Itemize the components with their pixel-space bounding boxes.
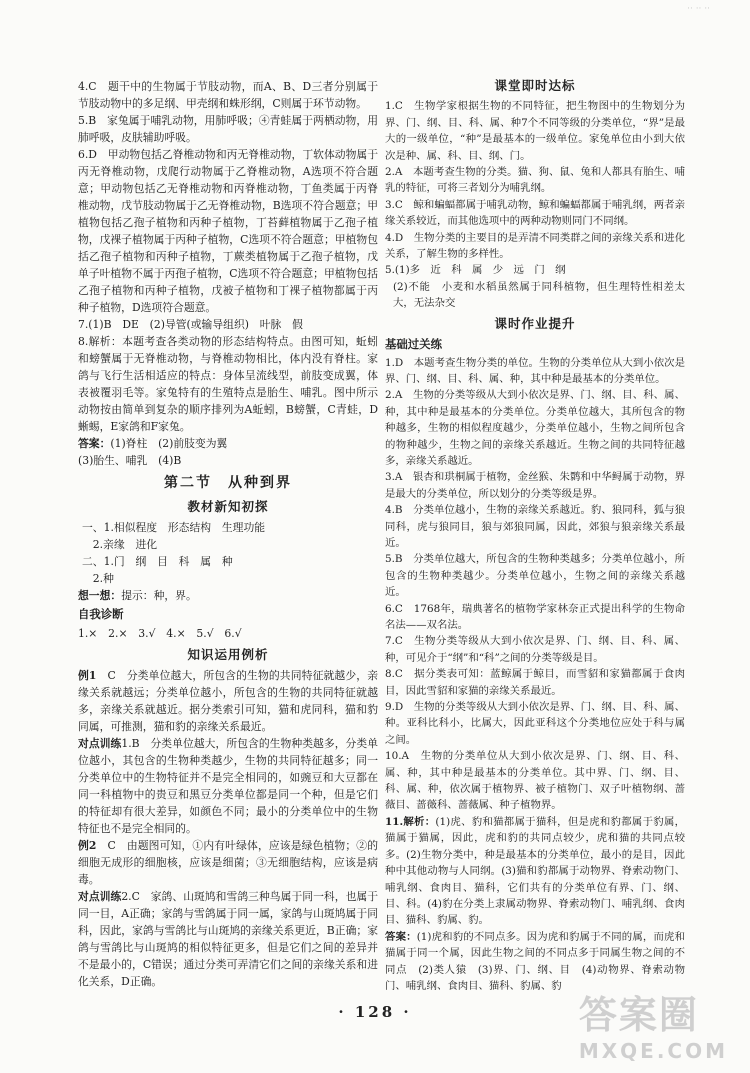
new-knowledge-line: 2.亲缘 进化 <box>82 538 158 551</box>
classroom-item-5-2: (2)不能 小麦和水稻虽然属于同科植物，但生理特性相差太大，无法杂交 <box>393 280 685 310</box>
classroom-item-4: 4.D 生物分类的主要目的是弄清不同类群之间的亲缘关系和进化关系，了解生物的多样性。 <box>385 231 685 261</box>
answer-label: 答案： <box>78 437 111 450</box>
classroom-item-1: 1.C 生物学家根据生物的不同特征，把生物图中的生物划分为界、门、纲、目、科、属、种7个不同等级的分类单位，“界”是最大的一级单位，“种”是最基本的一级单位。家兔单位由小到大依次是种、属、科、目、纲、门。 <box>385 100 685 162</box>
classroom-item-3: 3.C 鲸和蝙蝠都属于哺乳动物，鲸和蝙蝠都属于哺乳纲，两者亲缘关系较近，而其他选项中的两种动物则同门不同纲。 <box>385 198 685 228</box>
homework-item-10: 10.A 生物的分类单位从大到小依次是界、门、纲、目、科、属、种，其中种是最基本的分类单位。其中界、门、纲、目、科、属、种，依次属于植物界、被子植物门、双子叶植物纲、蔷薇目、蔷薇科、蔷薇属、种子植物界。 <box>385 750 685 812</box>
homework-item-2: 2.A 生物的分类等级从大到小依次是界、门、纲、目、科、属、种，其中种是最基本的分类单位。分类单位越大，其所包含的物种越多，生物的相似程度越少，分类单位越小，生物之间所包含的物种越少，生物之间的亲缘关系越近。生物之间的共同特征越多，亲缘关系越近。 <box>385 389 685 467</box>
classroom-item-2: 2.A 本题考查生物的分类。猫、狗、鼠、兔和人都具有胎生、哺乳的特征，可将三者划分为哺乳纲。 <box>385 166 685 195</box>
homework-item-11-answer: 答案：(1)虎和豹的不同点多。因为虎和豹属于不同的属，而虎和猫属于同一个属，因此生物之间的不同点多于同属生物之间的不同点 (2)类人猿 (3)界、门、纲、目 (4)动物界、脊索动物门、哺乳纲、食肉目、猫科、豹属、豹 <box>385 930 686 992</box>
example-1: 例1 C 分类单位越大，所包含的生物的共同特征就越少，亲缘关系就越远；分类单位越小，所包含的生物的共同特征就越多，亲缘关系就越近。据分类索引可知，猫和虎同科，猫和豹同属，可推测，猫和豹的亲缘关系最近。 <box>78 669 379 733</box>
watermark-text: 答案圈 <box>578 993 699 1037</box>
heading-classroom: 课堂即时达标 <box>494 78 576 93</box>
watermark-url: MXQE.COM <box>578 1039 728 1063</box>
homework-item-5: 5.B 分类单位越大，所包含的生物种类越多；分类单位越小，所包含的生物种类越少。分类单位越小，生物之间的亲缘关系越近。 <box>385 553 685 599</box>
subheading-new-knowledge: 教材新知初探 <box>187 499 269 514</box>
new-knowledge-line: 二、1.门 纲 目 科 属 种 <box>82 555 233 568</box>
answer-item-6: 6.D 甲动物包括乙脊椎动物和丙无脊椎动物，丁软体动物属于丙无脊椎动物，戊爬行动物属于乙脊椎动物，A选项不符合题意；甲动物包括乙无脊椎动物和丙脊椎动物，丁鱼类属于丙脊椎动物，戊节肢动物属于乙无脊椎动物，B选项不符合题意；甲植物包括乙孢子植物和丙种子植物，丁苔藓植物属于乙孢子植物，戊裸子植物属于丙种子植物，C选项不符合题意；甲植物包括乙孢子植物和丙种子植物，丁蕨类植物属于乙孢子植物，戊单子叶植物不属于丙孢子植物，C选项不符合题意；甲植物包括乙孢子植物和丙种子植物，戊被子植物和丁裸子植物都属于丙种子植物，D选项符合题意。 <box>78 148 378 314</box>
homework-item-6: 6.C 1768年，瑞典著名的植物学家林奈正式提出科学的生物命名法——双名法。 <box>385 602 685 631</box>
homework-item-4: 4.B 分类单位越小，生物的亲缘关系越近。豹、狼同科，狐与狼同科，虎与狼同目，狼与郊狼同属，因此，郊狼与狼亲缘关系最近。 <box>385 504 685 549</box>
right-column <box>385 78 685 994</box>
new-knowledge-line: 2.种 <box>82 572 114 585</box>
homework-item-9: 9.D 生物的分类等级从大到小依次是界、门、纲、目、科、属、种。亚科比科小，比属大，因此亚科这个分类地位应处于科与属之间。 <box>385 701 685 746</box>
self-test-title: 自我诊断 <box>78 607 124 621</box>
answer-item-4: 4.C 题干中的生物属于节肢动物，而A、B、D三者分别属于节肢动物中的多足纲、甲壳纲和蛛形纲，C则属于环节动物。 <box>78 80 378 110</box>
homework-item-8: 8.C 据分类表可知：蓝鲸属于鲸目，而雪貂和家猫都属于食肉目，因此雪貂和家猫的亲缘关系最近。 <box>385 668 685 697</box>
answer-8-line-1: 答案：(1)脊柱 (2)前肢变为翼 <box>78 437 228 450</box>
think-line: 想一想：提示：种，界。 <box>78 589 197 602</box>
left-column <box>78 78 378 990</box>
heading-homework: 课时作业提升 <box>494 315 576 331</box>
homework-item-7: 7.C 生物分类等级从大到小依次是界、门、纲、目、科、属、种，可见介于“纲”和“科”之间的分类等级是目。 <box>385 635 685 664</box>
section-title: 第二节 从种到界 <box>164 475 292 491</box>
homework-item-11: 11.解析：(1)虎、豹和猫都属于猫科，但是虎和豹都属于豹属，猫属于猫属，因此，虎和豹的共同点较少，虎和猫的共同点较多。(2)生物分类中，种是最基本的分类单位，最小的是目，因此种中其他动物与人同纲。(3)猫和豹都属于动物界、脊索动物门、哺乳纲、食肉目、猫科，它们共有的分类单位有界、门、纲、目、科。(4)豹在分类上隶属动物界、脊索动物门、哺乳纲、食肉目、猫科、豹属、豹。 <box>385 815 686 927</box>
watermark-logo <box>579 984 728 1063</box>
answer-item-7: 7.(1)B DE (2)导管(或输导组织) 叶脉 假 <box>78 318 303 331</box>
homework-item-3: 3.A 银杏和珙桐属于植物，金丝猴、朱鹮和中华鲟属于动物，界是最大的分类单位，所以划分的分类等级是界。 <box>385 471 685 500</box>
top-corner-mark: ·· ·· ·· <box>687 4 710 14</box>
answer-8-line-2: (3)胎生、哺乳 (4)B <box>78 454 182 467</box>
answer-item-8: 8.解析：本题考查各类动物的形态结构特点。由图可知，蚯蚓和螃蟹属于无脊椎动物，与脊椎动物相比，体内没有脊柱。家鸽与飞行生活相适应的特点：身体呈流线型，前肢变成翼，体表被覆羽毛等。家兔特有的生殖特点是胎生、哺乳。图中所示动物按由简单到复杂的顺序排列为A蚯蚓，B螃蟹，C青蛙，D蜥蜴，E家鸽和F家兔。 <box>78 335 378 433</box>
answer-item-5: 5.B 家兔属于哺乳动物，用肺呼吸；④青蛙属于两栖动物，用肺呼吸，皮肤辅助呼吸。 <box>78 114 378 144</box>
self-test-answers: 1.× 2.× 3.√ 4.× 5.√ 6.√ <box>78 627 242 640</box>
page-number: · 128 · <box>338 1003 412 1021</box>
example-2: 例2 C 由题图可知，①内有叶绿体，应该是绿色植物；②的细胞无成形的细胞核，应该是细菌；③无细胞结构，应该是病毒。 <box>78 839 379 886</box>
practice-1: 对点训练1.B 分类单位越大，所包含的生物种类越多，分类单位越小，其包含的生物种类越少，生物的共同特征越多；同一分类单位中的生物特征并不是完全相同的，如豌豆和大豆都在同一科植物中的贵豆和黑豆分类单位都是同一个种，但是它们的特征却有很大差异，如颜色不同；最小的分类单位中的生物特征也不是完全相同的。 <box>78 737 379 835</box>
classroom-item-5-1: 5.(1)多 近 科 属 少 远 门 纲 <box>385 264 566 277</box>
basic-practice-title: 基础过关练 <box>385 337 442 352</box>
homework-item-1: 1.D 本题考查生物分类的单位。生物的分类单位从大到小依次是界、门、纲、目、科、属、种，其中种是最基本的分类单位。 <box>385 356 685 385</box>
new-knowledge-line: 一、1.相似程度 形态结构 生理功能 <box>82 521 266 534</box>
subheading-examples: 知识运用例析 <box>187 647 269 662</box>
practice-2: 对点训练2.C 家鸽、山斑鸠和雪鸽三种鸟属于同一科，也属于同一目，A正确；家鸽与雪鸽属于同一属，家鸽与山斑鸠属于同科，因此，家鸽与雪鸽比与山斑鸠的亲缘关系更近，B正确；家鸽与雪鸽比与山斑鸠的相似特征更多，但是它们之间的差异并不是最小的，C错误；通过分类可弄清它们之间的亲缘关系和进化关系，D正确。 <box>78 890 379 988</box>
